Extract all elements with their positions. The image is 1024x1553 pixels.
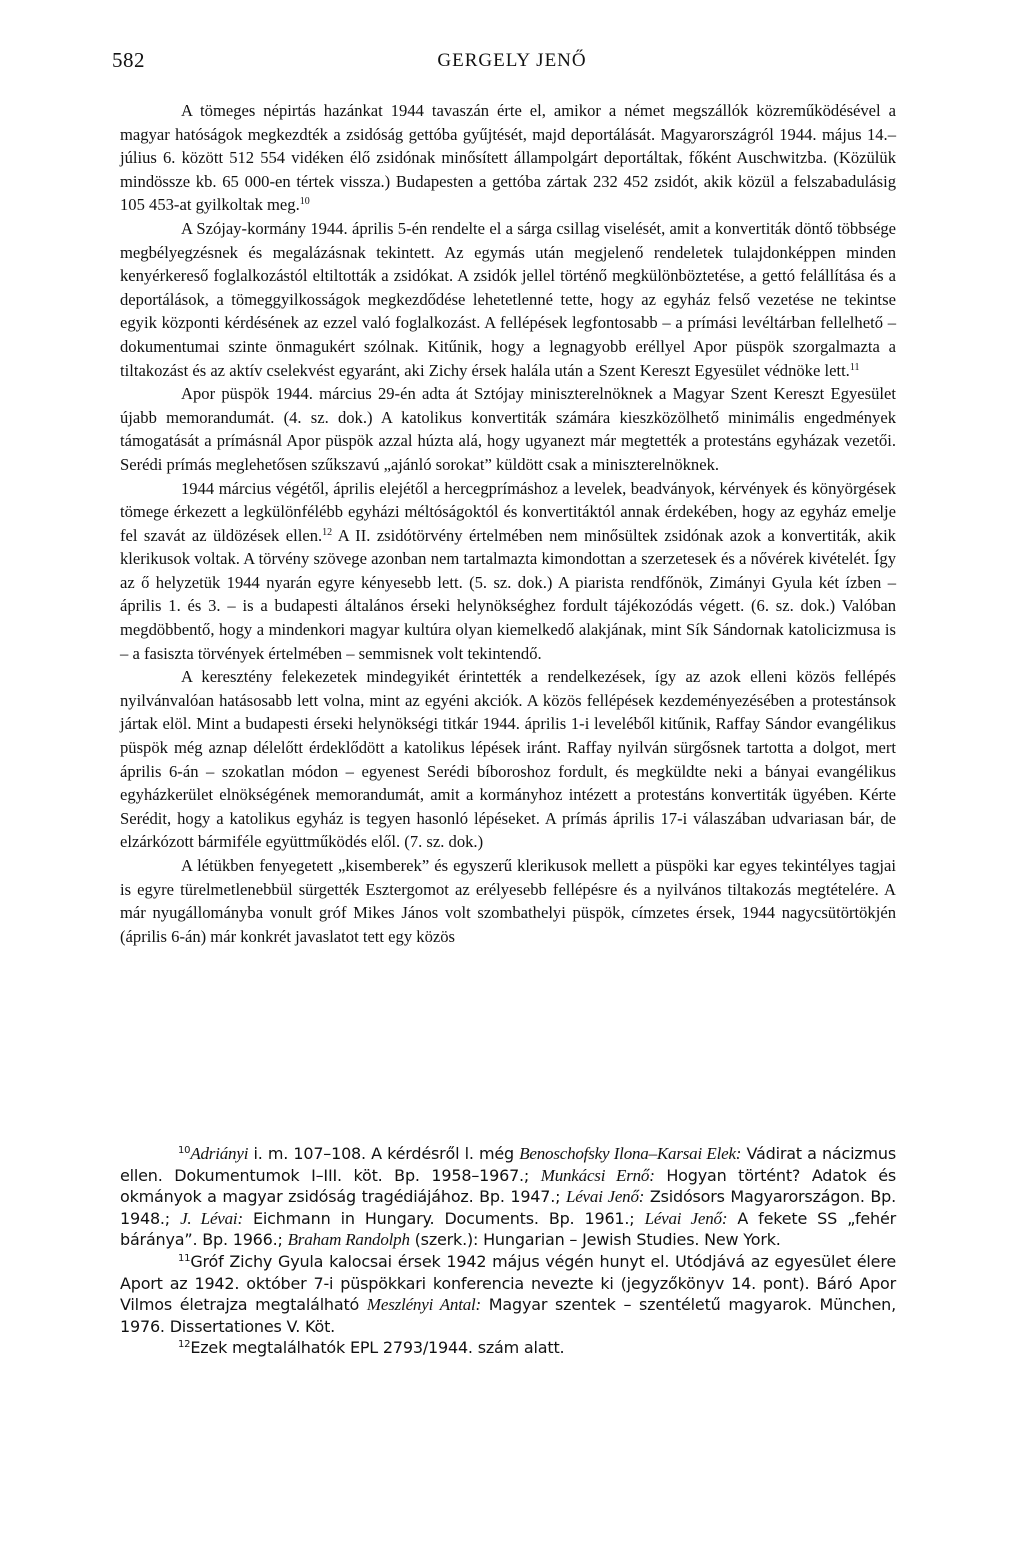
footnotes xyxy=(120,1143,896,1359)
running-head: GERGELY JENŐ xyxy=(437,50,587,71)
main-text xyxy=(120,99,896,948)
footnote-ref-12: 12 xyxy=(322,526,333,538)
footnote-10-text-3: Hogyan történt? Adatok és okmányok a magyar zsidóság tragédiájához. Bp. 1947.; xyxy=(120,1165,896,1207)
footnote-12-text: Ezek megtalálhatók EPL 2793/1944. szám alatt. xyxy=(190,1338,565,1358)
footnote-10-author-4: Lévai Jenő: xyxy=(565,1187,645,1207)
footnote-12 xyxy=(120,1337,896,1359)
paragraph-5: A keresztény felekezetek mindegyikét érintették a rendelkezések, így az azok elleni közös fellépés nyilvánvalóan hatásosabb lett volna, mint az egyéni akciók. A közös fellépések kezdeményezésében a protestánsok jártak elöl. Mint a budapesti érseki helynökségi titkár 1944. április 1-i leveléből kitűnik, Raffay Sándor evangélikus püspök még aznap délelőtt érdeklődött a katolikus lépések iránt. Raffay nyilván sürgősnek tartotta a dolgot, mert április 6-án – szokatlan módon – egyenest Serédi bíboroshoz fordult, és megküldte neki a bányai evangélikus egyházkerület elnökségének memorandumát, amit a kormányhoz intézett a protestáns konvertiták ügyében. Kérte Serédit, hogy a katolikus egyház is tegyen hasonló lépéseket. A prímás április 17-i válaszában udvariasan bár, de elzárkózott bármiféle együttműködés elől. (7. sz. dok.) xyxy=(120,667,896,852)
footnote-11-text-1: Gróf Zichy Gyula kalocsai érsek 1942 május végén hunyt el. Utódjává az egyesület élere Aport az 1942. október 7-i püspökkari konferencia nevezte ki (jegyzőkönyv 14. pont). Báró Apor Vilmos életrajza megtalálható xyxy=(120,1251,896,1315)
footnote-ref-10: 10 xyxy=(299,196,310,208)
footnote-10-author-5: J. Lévai: xyxy=(180,1208,243,1228)
footnote-11-mark: 11 xyxy=(178,1252,191,1264)
paragraph-2-text: A Szójay-kormány 1944. április 5-én rendelte el a sárga csillag viselését, amit a konvertiták döntő többsége megbélyegzésnek és megalázásnak tekintett. Az egymás után megjelenő rendeletek tulajdonképpen minden kenyérkereső foglalkozástól eltiltották a zsidókat. A zsidók jellel történő megkülönböztetése, a gettó felállítása és a deportálások, a tömeggyilkosságok megkezdődése lehetetlenné tette, hogy az egyház felső vezetése ne tekintse egyik központi kérdésének az ezzel való foglalkozást. A fellépések legfontosabb – a prímási levéltárban fellelhető – dokumentumai szinte önmagukért szólnak. Kitűnik, hogy a legnagyobb eréllyel Apor püspök szorgalmazta a tiltakozást és az aktív cselekvést egyaránt, aki Zichy érsek halála után a Szent Kereszt Egyesület védnöke lett. xyxy=(120,218,896,380)
footnote-10-text-4: Zsidósors Magyarországon. Bp. 1948.; xyxy=(120,1187,896,1228)
footnote-10-author-3: Munkácsi Ernő: xyxy=(540,1165,655,1185)
footnote-11-author: Meszlényi Antal: xyxy=(366,1295,482,1315)
footnote-10-author-7: Braham Randolph xyxy=(287,1230,410,1250)
paragraph-1-text: A tömeges népirtás hazánkat 1944 tavaszán érte el, amikor a német megszállók közreműködésével a magyar hatóságok megkezdték a zsidóság gettóba gyűjtését, majd deportálását. Magyarországról 1944. május 14.–július 6. között 512 554 vidéken élő zsidónak minősített állampolgárt deportáltak, főként Auschwitzba. (Közülük mindössze kb. 65 000-en tértek vissza.) Budapesten a gettóba zártak 232 452 zsidót, akik közül a felszabadulásig 105 453-at gyilkoltak meg. xyxy=(120,101,896,215)
footnote-10-author-1: Adriányi xyxy=(190,1144,249,1163)
footnote-10-text-7: (szerk.): Hungarian – Jewish Studies. New York. xyxy=(409,1230,781,1250)
footnote-11 xyxy=(120,1251,896,1337)
paragraph-3: Apor püspök 1944. március 29-én adta át Sztójay miniszterelnöknek a Magyar Szent Kereszt Egyesület újabb memorandumát. (4. sz. dok.) A katolikus konvertiták számára kieszközölhető minimális engedmények támogatását a prímásnál Apor püspök azzal húzta alá, hogy ugyanezt már megtették a protestáns egyházak vezetői. Serédi prímás meglehetősen szűkszavú „ajánló sorokat” küldött csak a miniszterelnöknek. xyxy=(120,384,896,474)
footnote-10-text-2: Vádirat a nácizmus ellen. Dokumentumok I–III. köt. Bp. 1958–1967.; xyxy=(120,1144,897,1185)
paragraph-4-text-b: A II. zsidótörvény értelmében nem minősültek zsidónak azok a konvertiták, akik klerikusok voltak. A törvény szövege azonban nem tartalmazta kimondottan a szerzetesek és a nővérek kivételét. Így az ő helyzetük 1944 nyarán egyre kényesebb lett. (5. sz. dok.) A piarista rendfőnök, Zimányi Gyula két ízben – április 1. és 3. – is a budapesti általános érseki helynökséghez fordult tájékozódás végett. (6. sz. dok.) Valóban megdöbbentő, hogy a mindenkori magyar kultúra olyan kiemelkedő alakjának, mint Sík Sándornak katolicizmusa is – a fasiszta törvények értelmében – semmisnek volt tekintendő. xyxy=(120,525,896,663)
footnote-10-author-6: Lévai Jenő: xyxy=(644,1208,728,1228)
page-number: 582 xyxy=(112,48,145,72)
paragraph-2 xyxy=(120,217,896,382)
footnote-10-author-2: Benoschofsky Ilona–Karsai Elek: xyxy=(519,1144,742,1163)
footnote-10-text-5: Eichmann in Hungary. Documents. Bp. 1961.; xyxy=(242,1208,645,1228)
paragraph-1 xyxy=(120,99,896,217)
footnote-10-mark: 10 xyxy=(178,1145,191,1156)
footnote-ref-11: 11 xyxy=(849,361,860,373)
paragraph-4-text-a: 1944 március végétől, április elejétől a hercegprímáshoz a levelek, beadványok, kérvények és könyörgések tömege érkezett a legkülönfélébb egyházi méltóságoktól és konvertitáktól annak érdekében, hogy az egyház emelje fel szavát az üldözések ellen. xyxy=(120,478,896,545)
footnote-12-mark: 12 xyxy=(178,1339,191,1351)
footnote-10-text-1: i. m. 107–108. A kérdésről l. még xyxy=(248,1144,520,1163)
footnote-10-text-6: A fekete SS „fehér báránya”. Bp. 1966.; xyxy=(120,1208,896,1250)
footnote-11-text-2: Magyar szentek – szentéletű magyarok. München, 1976. Dissertationes V. Köt. xyxy=(120,1295,897,1336)
paragraph-4 xyxy=(120,477,896,666)
footnote-10 xyxy=(120,1143,896,1251)
paragraph-6: A létükben fenyegetett „kisemberek” és egyszerű klerikusok mellett a püspöki kar egyes tekintélyes tagjai is egyre türelmetlenebbül sürgették Esztergomot az erélyesebb fellépésre és a nyilvános tiltakozás megtételére. A már nyugállományba vonult gróf Mikes János volt szombathelyi püspök, címzetes érsek, 1944 nagycsütörtökjén (április 6-án) már konkrét javaslatot tett egy közös xyxy=(120,856,896,946)
